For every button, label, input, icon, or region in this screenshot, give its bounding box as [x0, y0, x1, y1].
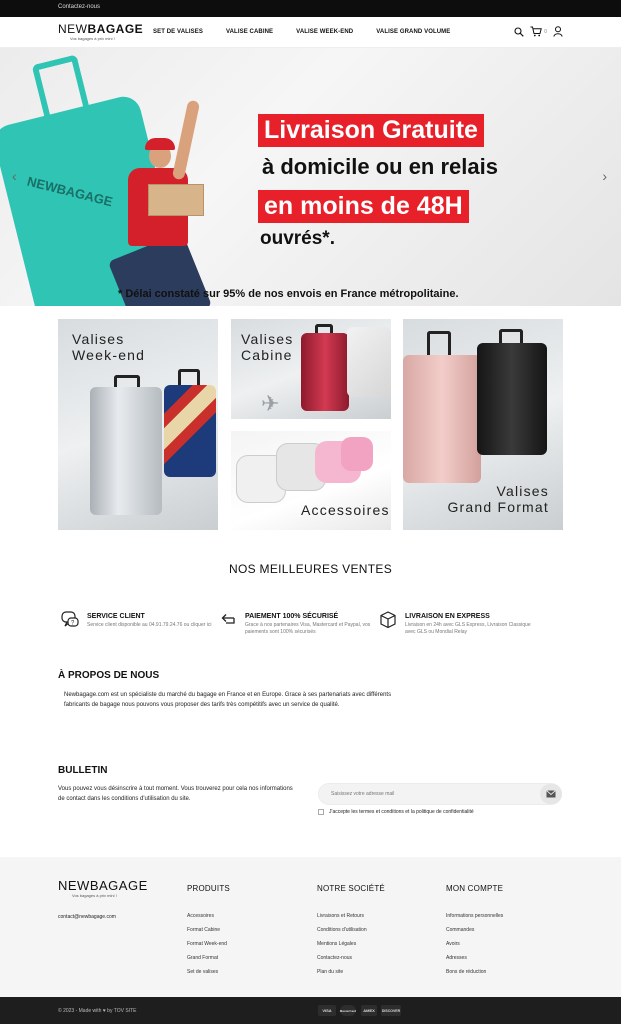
- footer-link[interactable]: Adresses: [446, 955, 467, 961]
- footer-link[interactable]: Conditions d'utilisation: [317, 927, 367, 933]
- svg-text:?: ?: [71, 620, 75, 627]
- hero-bag-brand: NEWBAGAGE: [25, 173, 115, 210]
- newsletter-submit-button[interactable]: [540, 784, 562, 804]
- newsletter-consent[interactable]: [318, 809, 474, 815]
- feature-livraison: [378, 610, 535, 636]
- category-grand-format[interactable]: [403, 319, 563, 530]
- hero-line-3: en moins de 48H: [258, 190, 469, 223]
- footer-link[interactable]: Set de valises: [187, 969, 219, 975]
- feature-desc: Livraison en 24h avec GLS Express, Livraison Classique avec GLS ou Mondial Relay: [405, 622, 531, 635]
- category-accessoires[interactable]: [231, 431, 391, 530]
- footer-link[interactable]: Livraisons et Retours: [317, 913, 364, 919]
- contact-link[interactable]: Contactez-nous: [58, 4, 101, 10]
- nav-valise-cabine[interactable]: VALISE CABINE: [225, 29, 274, 35]
- hero-banner[interactable]: [0, 48, 621, 306]
- category-cabine-label: Valises Cabine: [241, 331, 294, 363]
- search-icon[interactable]: [514, 27, 524, 37]
- footer-link[interactable]: Accessoires: [187, 913, 214, 919]
- category-week-end[interactable]: [58, 319, 218, 530]
- chevron-left-icon[interactable]: ‹: [12, 168, 17, 184]
- newsletter-title: BULLETIN: [58, 765, 108, 776]
- feature-desc: Grace à nos partenaires Visa, Mastercard et Paypal, vos paiements sont 100% sécurisés: [245, 622, 371, 635]
- category-grand-format-label: Valises Grand Format: [447, 483, 549, 515]
- discover-icon: DISCOVER: [381, 1005, 401, 1016]
- footer-link[interactable]: Grand Format: [187, 955, 219, 961]
- feature-title: PAIEMENT 100% SÉCURISÉ: [245, 613, 339, 620]
- newsletter-email-input[interactable]: [318, 783, 562, 805]
- hero-line-1: Livraison Gratuite: [258, 114, 484, 147]
- site-logo[interactable]: [58, 22, 144, 41]
- union-jack-suitcase-image: [164, 385, 216, 477]
- hero-person-arm: [172, 100, 200, 181]
- chat-bubble-icon: [60, 610, 82, 632]
- category-cabine[interactable]: [231, 319, 391, 419]
- visa-icon: VISA: [318, 1005, 336, 1016]
- nav-valise-week-end[interactable]: VALISE WEEK-END: [296, 29, 354, 35]
- newsletter-text: Vous pouvez vous désinscrire à tout moment. Vous trouverez pour cela nos informations de contact dans les conditions d'utilisation du site.: [58, 786, 293, 802]
- consent-checkbox[interactable]: [318, 809, 324, 815]
- footer-link[interactable]: Informations personnelles: [446, 913, 504, 919]
- logo-tagline: Vos bagages à prix mini !: [70, 36, 115, 41]
- butterfly-cabin-suitcase-image: [347, 327, 391, 397]
- footer-link[interactable]: Format Cabine: [187, 927, 221, 933]
- mastercard-icon: MasterCard: [340, 1005, 356, 1016]
- chevron-right-icon[interactable]: ›: [602, 168, 607, 184]
- red-cabin-suitcase-image: [301, 333, 349, 411]
- feature-desc: Service client disponible au 04.91.79.24.76 ou cliquer ici: [87, 622, 212, 628]
- consent-label: J'accepte les termes et conditions et la politique de confidentialité: [329, 809, 474, 815]
- category-accessoires-label: Accessoires: [301, 502, 390, 518]
- footer-col-title: NOTRE SOCIÉTÉ: [317, 884, 385, 893]
- cart-count: 0: [544, 28, 547, 35]
- footer-link[interactable]: Commandes: [446, 927, 475, 933]
- footer-link[interactable]: Format Week-end: [187, 941, 227, 947]
- pink-large-suitcase-image: [403, 355, 481, 483]
- footer-col-compte: [446, 884, 503, 983]
- silver-suitcase-image: [90, 387, 162, 515]
- site-header: [0, 17, 621, 48]
- nav-set-de-valises[interactable]: SET DE VALISES: [153, 29, 203, 35]
- about-title: À PROPOS DE NOUS: [58, 670, 160, 681]
- about-text: Newbagage.com est un spécialiste du marché du bagage en France et en Europe. Grace à ses partenariats avec différents fabricants de bagage nous pouvons vous proposer des tarifs très compétitifs avec un service de qualité.: [64, 692, 392, 708]
- copyright: © 2023 - Made with ♥ by TOV SITE: [58, 1008, 137, 1014]
- hero-note: * Délai constaté sur 95% de nos envois en France métropolitaine.: [118, 288, 459, 300]
- footer-col-title: PRODUITS: [187, 884, 230, 893]
- footer-link[interactable]: Mentions Légales: [317, 941, 357, 947]
- footer-link[interactable]: Avoirs: [446, 941, 460, 947]
- category-week-end-label: Valises Week-end: [72, 331, 146, 363]
- bottom-bar: [0, 997, 621, 1024]
- bestsellers-title: NOS MEILLEURES VENTES: [228, 562, 392, 576]
- feature-service-client: [60, 610, 217, 632]
- header-icons: [514, 26, 563, 37]
- hero-line-2: à domicile ou en relais: [262, 154, 498, 179]
- footer-link[interactable]: Contactez-nous: [317, 955, 353, 961]
- feature-title: SERVICE CLIENT: [87, 613, 145, 620]
- footer-logo-bagage: BAGAGE: [89, 878, 148, 893]
- user-icon[interactable]: [553, 26, 563, 37]
- vanity-case-pink-small-image: [341, 437, 373, 471]
- amex-icon: AMEX: [361, 1005, 377, 1016]
- return-arrow-icon: [218, 610, 240, 632]
- cart-icon[interactable]: [530, 26, 542, 37]
- footer-link[interactable]: Plan du site: [317, 969, 344, 975]
- feature-title: LIVRAISON EN EXPRESS: [405, 613, 490, 620]
- site-footer: [0, 857, 621, 997]
- mail-icon: [546, 790, 556, 798]
- black-large-suitcase-image: [477, 343, 547, 455]
- package-box-icon: [378, 610, 400, 632]
- hero-person-cap: [145, 138, 175, 150]
- main-nav: [153, 29, 473, 35]
- airplane-icon: ✈: [261, 391, 280, 416]
- footer-logo[interactable]: [58, 878, 148, 898]
- footer-col-societe: [317, 884, 385, 983]
- hero-line-4: ouvrés*.: [260, 228, 335, 249]
- footer-email-link[interactable]: contact@newbagage.com: [58, 914, 116, 920]
- hero-parcel: [148, 184, 204, 216]
- top-bar: [0, 0, 621, 17]
- feature-paiement: [218, 610, 375, 636]
- footer-link[interactable]: Bons de réduction: [446, 969, 487, 975]
- logo-bagage: BAGAGE: [87, 22, 144, 36]
- footer-logo-tagline: Vos bagages à prix mini !: [72, 893, 117, 898]
- footer-col-produits: [187, 884, 230, 983]
- nav-valise-grand-volume[interactable]: VALISE GRAND VOLUME: [376, 29, 451, 35]
- footer-logo-new: NEW: [58, 878, 90, 893]
- logo-new: NEW: [58, 22, 88, 36]
- footer-col-title: MON COMPTE: [446, 884, 504, 893]
